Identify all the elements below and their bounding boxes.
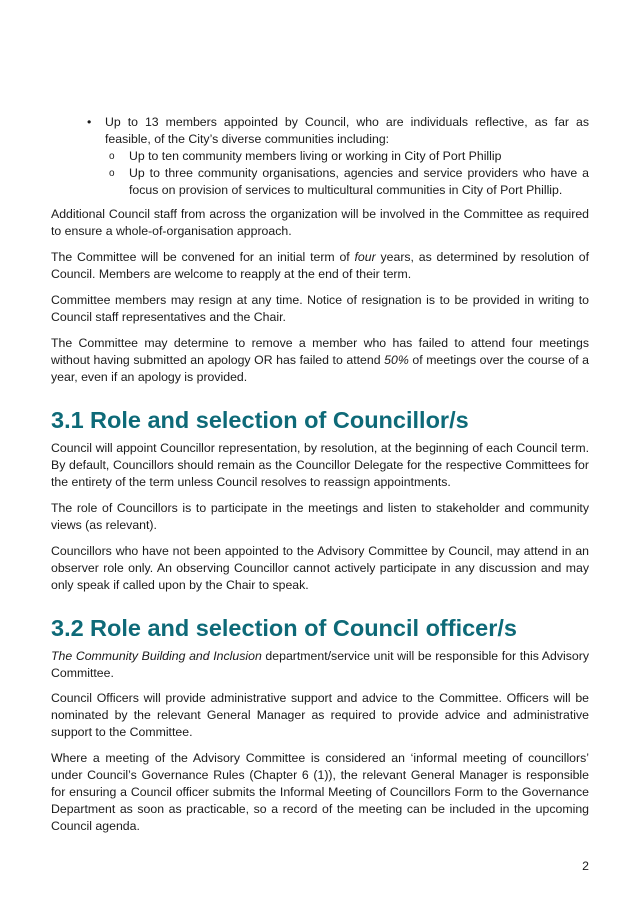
sub-list-item: o Up to ten community members living or working in City of Port Phillip — [109, 149, 502, 163]
section-heading-3-1: 3.1 Role and selection of Councillor/s — [51, 407, 469, 433]
page-number: 2 — [582, 859, 589, 873]
bullet-icon: • — [87, 115, 92, 129]
membership-list — [87, 114, 589, 199]
councillor-role-paragraph: The role of Councillors is to participate in the meetings and listen to stakeholder and community views (as relevant). — [51, 501, 589, 532]
observer-paragraph: Councillors who have not been appointed to the Advisory Committee by Council, may attend in an observer role only. An observing Councillor cannot actively participate in any discussion and may only speak if called upon by the Chair to speak. — [51, 544, 589, 592]
hollow-bullet-icon: o — [109, 151, 115, 162]
term-paragraph: The Committee will be convened for an initial term of four years, as determined by resolution of Council. Members are welcome to reapply at the end of their term. — [51, 250, 589, 281]
officers-paragraph: Council Officers will provide administrative support and advice to the Committee. Officers will be nominated by the relevant General Manager as required to provide advice and administrative support to the Committee. — [51, 691, 589, 739]
removal-paragraph: The Committee may determine to remove a member who has failed to attend four meetings without having submitted an apology OR has failed to attend 50% of meetings over the course of a year, even if an apology is provided. — [51, 336, 589, 384]
staff-paragraph: Additional Council staff from across the organization will be involved in the Committee as required to ensure a whole-of-organisation approach. — [51, 207, 589, 238]
hollow-bullet-icon: o — [109, 168, 115, 179]
list-item: • Up to 13 members appointed by Council, who are individuals reflective, as far as feasible, of the City’s diverse communities including: — [87, 115, 589, 146]
resignation-paragraph: Committee members may resign at any time. Notice of resignation is to be provided in writing to Council staff representatives and the Chair. — [51, 293, 589, 324]
section-heading-3-2: 3.2 Role and selection of Council officer/s — [51, 615, 517, 641]
councillor-appointment-paragraph: Council will appoint Councillor representation, by resolution, at the beginning of each Council term. By default, Councillors should remain as the Councillor Delegate for the respective Committees for the entirety of the term unless Council resolves to reassign appointments. — [51, 441, 589, 489]
sub-list-item: o Up to three community organisations, agencies and service providers who have a focus on provision of services to multicultural communities in City of Port Phillip. — [109, 166, 589, 197]
informal-meeting-paragraph: Where a meeting of the Advisory Committee is considered an ‘informal meeting of councillors’ under Council’s Governance Rules (Chapter 6 (1)), the relevant General Manager is responsible for ensuring a Council officer submits the Informal Meeting of Councillors Form to the Governance Department as soon as practicable, so a record of the meeting can be included in the upcoming Council agenda. — [51, 751, 589, 833]
department-paragraph: The Community Building and Inclusion department/service unit will be responsible for this Advisory Committee. — [51, 649, 589, 680]
